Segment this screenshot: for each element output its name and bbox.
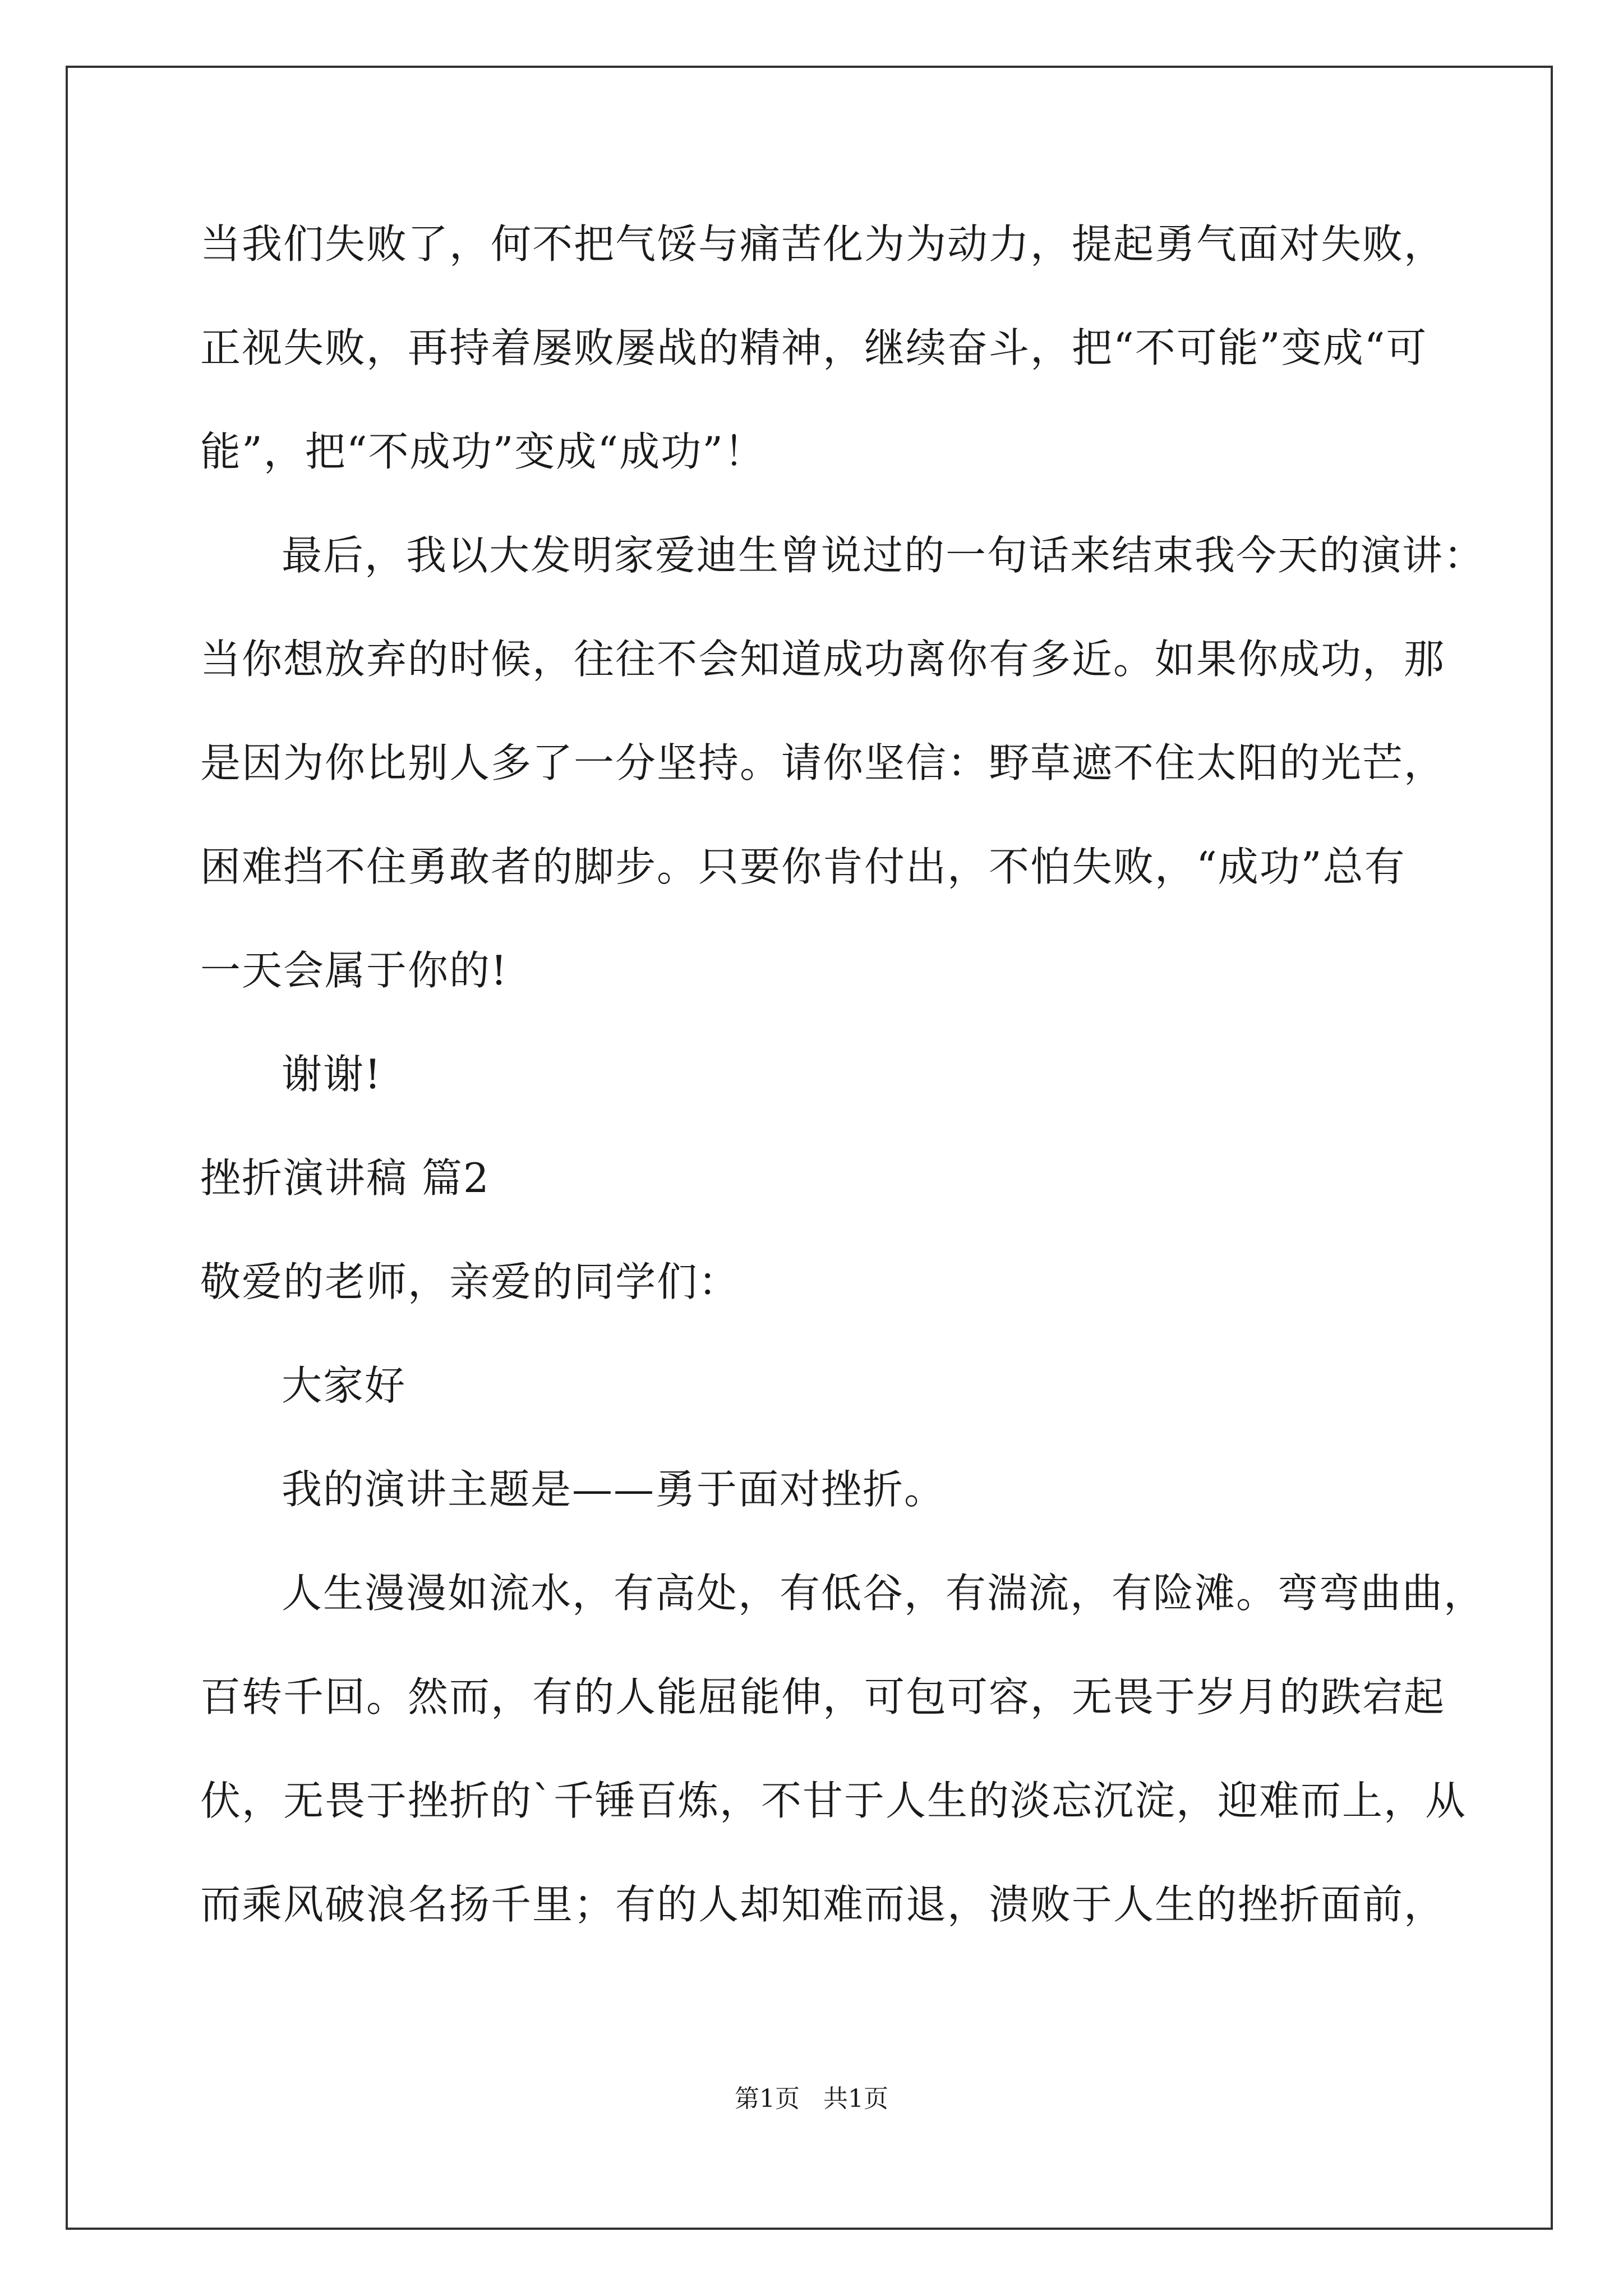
text-line-8: 一天会属于你的! bbox=[200, 947, 508, 994]
salutation: 敬爱的老师，亲爱的同学们： bbox=[200, 1258, 740, 1305]
text-line-7: 困难挡不住勇敢者的脚步。只要你肯付出，不怕失败，“成功”总有 bbox=[200, 843, 1406, 890]
text-line-1: 当我们失败了，何不把气馁与痛苦化为为动力，提起勇气面对失败， bbox=[200, 220, 1446, 268]
text-line-6: 是因为你比别人多了一分坚持。请你坚信：野草遮不住太阳的光芒， bbox=[200, 739, 1446, 786]
text-line-13: 我的演讲主题是——勇于面对挫折。 bbox=[282, 1466, 946, 1513]
section-heading: 挫折演讲稿 篇2 bbox=[200, 1154, 490, 1202]
text-line-14: 人生漫漫如流水，有高处，有低谷，有湍流，有险滩。弯弯曲曲， bbox=[282, 1570, 1486, 1617]
page-footer: 第1页 共1页 bbox=[735, 2085, 888, 2113]
text-line-5: 当你想放弃的时候，往往不会知道成功离你有多近。如果你成功，那 bbox=[200, 636, 1446, 683]
text-line-4: 最后，我以大发明家爱迪生曾说过的一句话来结束我今天的演讲： bbox=[282, 532, 1486, 579]
greeting: 大家好 bbox=[282, 1362, 407, 1409]
text-line-15: 百转千回。然而，有的人能屈能伸，可包可容，无畏于岁月的跌宕起 bbox=[200, 1673, 1446, 1720]
text-line-2: 正视失败，再持着屡败屡战的精神，继续奋斗，把“不可能”变成“可 bbox=[200, 324, 1428, 371]
text-line-17: 而乘风破浪名扬千里；有的人却知难而退，溃败于人生的挫折面前， bbox=[200, 1881, 1446, 1928]
text-line-9: 谢谢! bbox=[282, 1051, 382, 1098]
text-line-3: 能”，把“不成功”变成“成功”！ bbox=[200, 428, 766, 475]
text-line-16: 伏，无畏于挫折的`千锤百炼，不甘于人生的淡忘沉淀，迎难而上，从 bbox=[200, 1777, 1467, 1824]
